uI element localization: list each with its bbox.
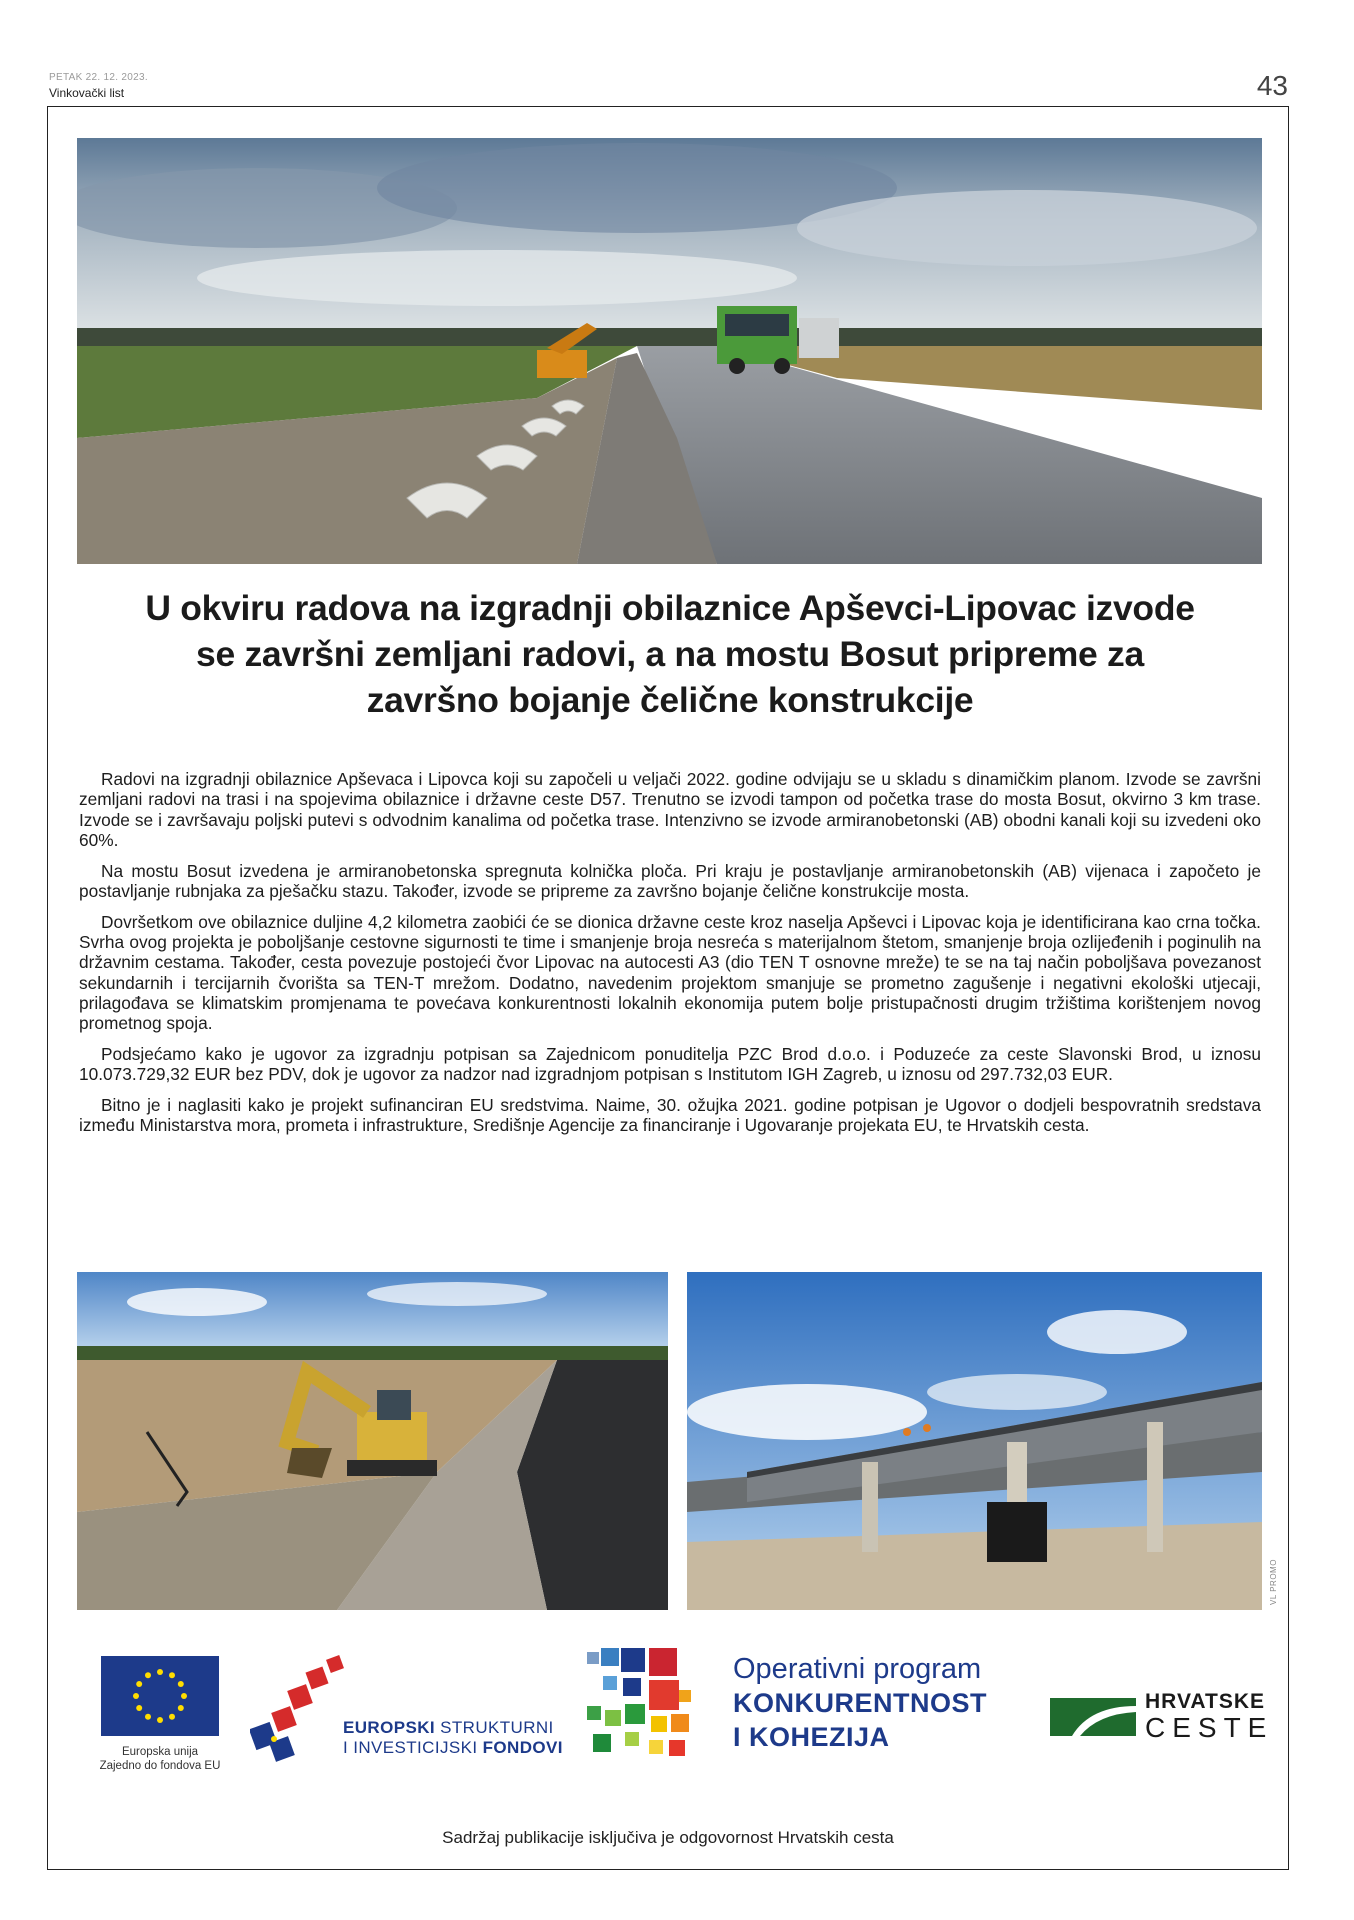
hc-logo [1050, 1690, 1274, 1746]
article-paragraph: Dovršetkom ove obilaznice duljine 4,2 kilometra zaobići će se dionica državne ceste kroz naselja Apševci i Lipovac koja je identificirana kao crna točka. Svrha ovog projekta je poboljšanje cestovne sigurnosti te time i smanjenje broja nesreća s materijalnom štetom, smanjenje broja ozlijeđenih i poginulih na državnim cestama. Također, cesta povezuje postojeći čvor Lipovac na autocesti A3 (dio TEN T osnovne mreže) te se na taj način poboljšava povezanost sekundarnih i tercijarnih čvorišta sa TEN-T mrežom. Dodatno, navedenim projektom smanjuje se prometno zagušenje i negativni ekološki utjecaji, prilagođava se klimatskim promjenama te povećava konkurentnosti lokalnih ekonomija putem bolje pristupačnosti drugim tržištima korištenjem novog prometnog spoja. [79, 911, 1261, 1034]
article-paragraph: Podsjećamo kako je ugovor za izgradnju potpisan sa Zajednicom ponuditelja PZC Brod d.o.o. i Poduzeće za ceste Slavonski Brod, u iznosu 10.073.729,32 EUR bez PDV, dok je ugovor za nadzor nad izgradnjom potpisan s Institutom IGH Zagreb, u iznosu od 297.732,03 EUR. [79, 1044, 1261, 1085]
esif-word-2: STRUKTURNI [440, 1718, 554, 1737]
eu-caption-line-1: Europska unija [121, 1746, 199, 1758]
disclaimer: Sadržaj publikacije isključiva je odgovornost Hrvatskih cesta [442, 1828, 894, 1847]
op-wordmark [733, 1652, 987, 1754]
headline-line-2: se završni zemljani radovi, a na mostu Bosut pripreme za [196, 634, 1144, 674]
hc-logo-icon [1050, 1692, 1140, 1742]
esif-logo-icon [250, 1655, 345, 1765]
eu-logo [84, 1656, 236, 1773]
op-line-2: KONKURENTNOST [733, 1688, 987, 1718]
esif-word-1: EUROPSKI [343, 1718, 435, 1737]
page-number: 43 [1256, 70, 1288, 101]
hc-line-1: HRVATSKE [1145, 1690, 1266, 1713]
op-line-3: I KOHEZIJA [733, 1722, 890, 1752]
headline [70, 585, 1270, 723]
hc-wordmark [1145, 1690, 1273, 1742]
headline-line-1: U okviru radova na izgradnji obilaznice Apševci-Lipovac izvode [145, 588, 1195, 628]
masthead-publication: Vinkovački list [49, 86, 125, 100]
esif-wordmark [343, 1718, 563, 1758]
hc-line-2: CESTE [1145, 1712, 1274, 1743]
headline-line-3: završno bojanje čelične konstrukcije [366, 680, 974, 720]
eu-flag-icon [101, 1656, 219, 1736]
esif-logo [250, 1655, 570, 1765]
article-paragraph: Bitno je i naglasiti kako je projekt sufinanciran EU sredstvima. Naime, 30. ožujka 2021. godine potpisan je Ugovor o dodjeli bespovratnih sredstava između Ministarstva mora, prometa i infrastrukture, Središnje Agencije za financiranje i Ugovaranje projekata EU, te Hrvatskih cesta. [79, 1095, 1261, 1136]
op-squares-icon [587, 1648, 697, 1760]
bridge-photo [687, 1272, 1262, 1610]
op-line-1: Operativni program [733, 1653, 982, 1685]
article-paragraph: Radovi na izgradnji obilaznice Apševaca i Lipovca koji su započeli u veljači 2022. godine odvijaju se u skladu s dinamičkim planom. Izvode se završni zemljani radovi na trasi i na spojevima obilaznice i državne ceste D57. Trenutno se izvodi tampon od početka trase do mosta Bosut, okvirno 3 km trase. Izvode se i završavaju poljski putevi s odvodnim kanalima od početka trase. Intenzivno se izvode armiranobetonski (AB) obodni kanali koji su izvedeni oko 60%. [79, 769, 1261, 850]
photo-credit: VL PROMO [1269, 1559, 1278, 1605]
article-body [79, 769, 1261, 1146]
hero-photo [77, 138, 1262, 564]
eu-caption-line-2: Zajedno do fondova EU [99, 1760, 221, 1772]
article-paragraph: Na mostu Bosut izvedena je armiranobetonska spregnuta kolnička ploča. Pri kraju je postavljanje armiranobetonskih (AB) vijenaca i započeto je postavljanje rubnjaka za pješačku stazu. Također, izvode se pripreme za završno bojanje čelične konstrukcije mosta. [79, 860, 1261, 901]
esif-word-4: FONDOVI [482, 1738, 563, 1757]
esif-word-3: I INVESTICIJSKI [343, 1738, 478, 1757]
excavator-photo [77, 1272, 668, 1610]
masthead-date: PETAK 22. 12. 2023. [49, 72, 148, 83]
